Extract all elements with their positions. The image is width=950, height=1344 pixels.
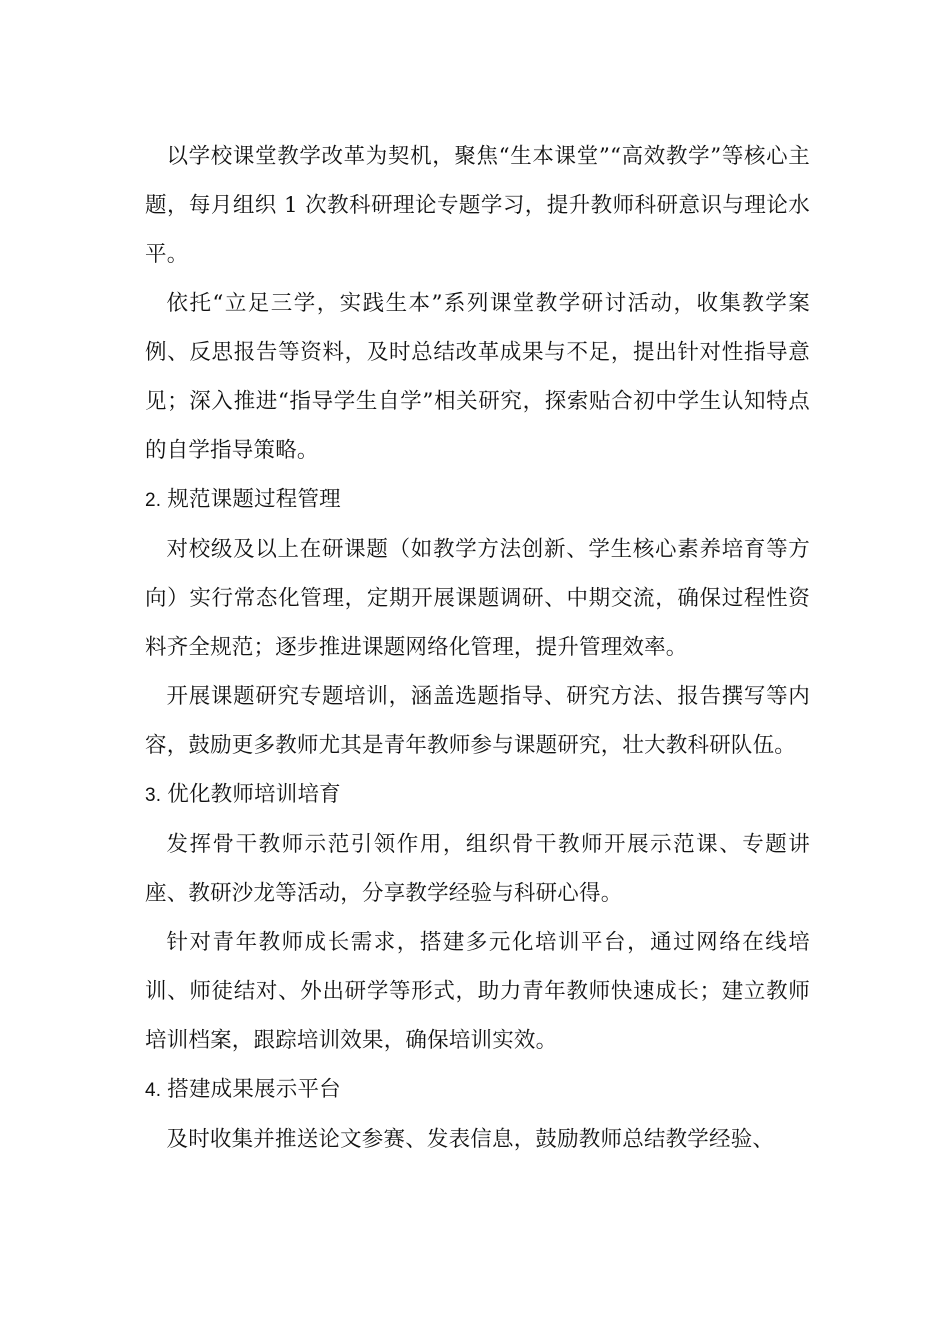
paragraph-backbone-teachers: 发挥骨干教师示范引领作用，组织骨干教师开展示范课、专题讲座、教研沙龙等活动，分享教学经验与科研心得。	[145, 832, 810, 906]
paragraph-study-theory: 以学校课堂教学改革为契机，聚焦“生本课堂”“高效教学”等核心主题，每月组织 1 次教科研理论专题学习，提升教师科研意识与理论水平。	[145, 144, 810, 267]
paragraph-project-management: 对校级及以上在研课题（如教学方法创新、学生核心素养培育等方向）实行常态化管理，定期开展课题调研、中期交流，确保过程性资料齐全规范；逐步推进课题网络化管理，提升管理效率。	[145, 537, 810, 660]
section-number: 2.	[145, 490, 162, 511]
section-title: 搭建成果展示平台	[167, 1077, 341, 1102]
document-body	[145, 132, 810, 1164]
section-heading-3	[145, 770, 810, 820]
paragraph-achievement-platform: 及时收集并推送论文参赛、发表信息，鼓励教师总结教学经验、	[166, 1127, 775, 1152]
section-heading-4	[145, 1065, 810, 1115]
paragraph-teaching-seminar: 依托“立足三学，实践生本”系列课堂教学研讨活动，收集教学案例、反思报告等资料，及时总结改革成果与不足，提出针对性指导意见；深入推进“指导学生自学”相关研究，探索贴合初中学生认知特点的自学指导策略。	[145, 291, 810, 463]
section-heading-2	[145, 475, 810, 525]
section-number: 4.	[145, 1080, 162, 1101]
section-number: 3.	[145, 785, 162, 806]
paragraph-project-training: 开展课题研究专题培训，涵盖选题指导、研究方法、报告撰写等内容，鼓励更多教师尤其是青年教师参与课题研究，壮大教科研队伍。	[145, 684, 810, 758]
section-title: 规范课题过程管理	[167, 487, 341, 512]
paragraph-young-teachers: 针对青年教师成长需求，搭建多元化培训平台，通过网络在线培训、师徒结对、外出研学等形式，助力青年教师快速成长；建立教师培训档案，跟踪培训效果，确保培训实效。	[145, 930, 810, 1053]
section-title: 优化教师培训培育	[167, 782, 341, 807]
